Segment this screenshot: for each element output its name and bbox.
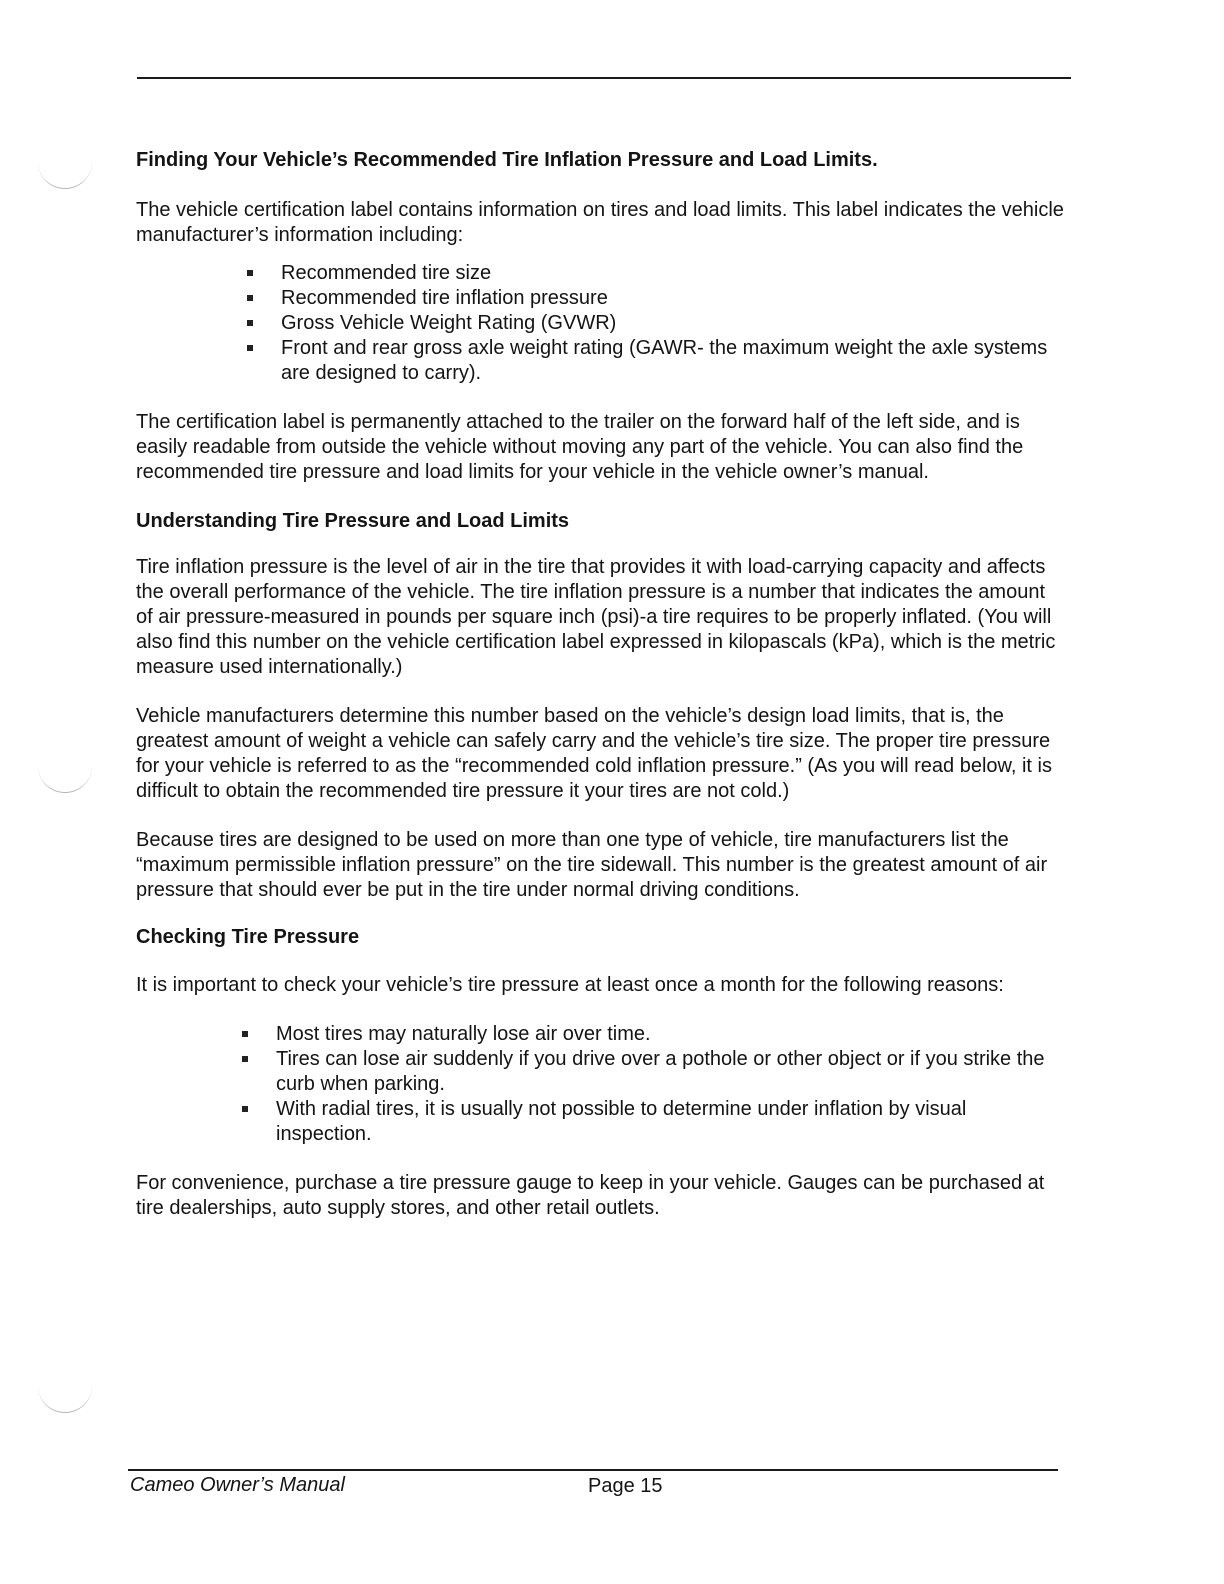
list-item: Most tires may naturally lose air over time. — [276, 1022, 1066, 1047]
section-heading-finding: Finding Your Vehicle’s Recommended Tire Inflation Pressure and Load Limits. — [136, 149, 878, 171]
paragraph-check-reasons-intro: It is important to check your vehicle’s tire pressure at least once a month for the following reasons: — [136, 974, 1004, 996]
list-item: With radial tires, it is usually not possible to determine under inflation by visual inspection. — [276, 1097, 1066, 1147]
paragraph-certification-intro: The vehicle certification label contains information on tires and load limits. This label indicates the vehicle manufacturer’s information including: — [136, 199, 1064, 246]
footer-manual-title: Cameo Owner’s Manual — [130, 1474, 345, 1496]
paragraph-inflation-pressure: Tire inflation pressure is the level of air in the tire that provides it with load-carrying capacity and affects the overall performance of the vehicle. The tire inflation pressure is a number that indicates the amount of air pressure-measured in pounds per square inch (psi)-a tire requires to be properly inflated. (You will also find this number on the vehicle certification label expressed in kilopascals (kPa), which is the metric measure used internationally.) — [136, 556, 1056, 678]
list-label-info — [136, 261, 1066, 386]
binder-hole-bottom — [38, 1382, 92, 1413]
list-item: Tires can lose air suddenly if you drive over a pothole or other object or if you strike the curb when parking. — [276, 1047, 1066, 1097]
paragraph-maximum-pressure: Because tires are designed to be used on more than one type of vehicle, tire manufacturers list the “maximum permissible inflation pressure” on the tire sidewall. This number is the greatest amount of air pressure that should ever be put in the tire under normal driving conditions. — [136, 829, 1048, 901]
list-check-reasons — [136, 1022, 1066, 1147]
binder-hole-top — [38, 158, 92, 189]
paragraph-gauge-convenience: For convenience, purchase a tire pressure gauge to keep in your vehicle. Gauges can be purchased at tire dealerships, auto supply stores, and other retail outlets. — [136, 1172, 1045, 1219]
paragraph-manufacturer-number: Vehicle manufacturers determine this number based on the vehicle’s design load limits, that is, the greatest amount of weight a vehicle can safely carry and the vehicle’s tire size. The proper tire pressure for your vehicle is referred to as the “recommended cold inflation pressure.” (As you will read below, it is difficult to obtain the recommended tire pressure it your tires are not cold.) — [136, 705, 1052, 802]
bullet-icon — [247, 320, 253, 326]
footer-page-number: Page 15 — [588, 1475, 663, 1497]
list-item: Recommended tire size — [281, 261, 1066, 286]
bullet-icon — [247, 345, 253, 351]
header-rule — [137, 77, 1071, 79]
list-item: Front and rear gross axle weight rating (GAWR- the maximum weight the axle systems are designed to carry). — [281, 336, 1066, 386]
list-item: Gross Vehicle Weight Rating (GVWR) — [281, 311, 1066, 336]
list-item: Recommended tire inflation pressure — [281, 286, 1066, 311]
section-heading-checking: Checking Tire Pressure — [136, 926, 360, 948]
bullet-icon — [242, 1031, 248, 1037]
section-heading-understanding: Understanding Tire Pressure and Load Limits — [136, 510, 570, 532]
page-content — [136, 146, 1066, 1221]
bullet-icon — [242, 1106, 248, 1112]
bullet-icon — [242, 1056, 248, 1062]
bullet-icon — [247, 270, 253, 276]
paragraph-label-location: The certification label is permanently attached to the trailer on the forward half of the left side, and is easily readable from outside the vehicle without moving any part of the vehicle. You can also find the recommended tire pressure and load limits for your vehicle in the vehicle owner’s manual. — [136, 411, 1024, 483]
bullet-icon — [247, 295, 253, 301]
footer-rule — [128, 1469, 1058, 1471]
binder-hole-middle — [38, 762, 92, 793]
